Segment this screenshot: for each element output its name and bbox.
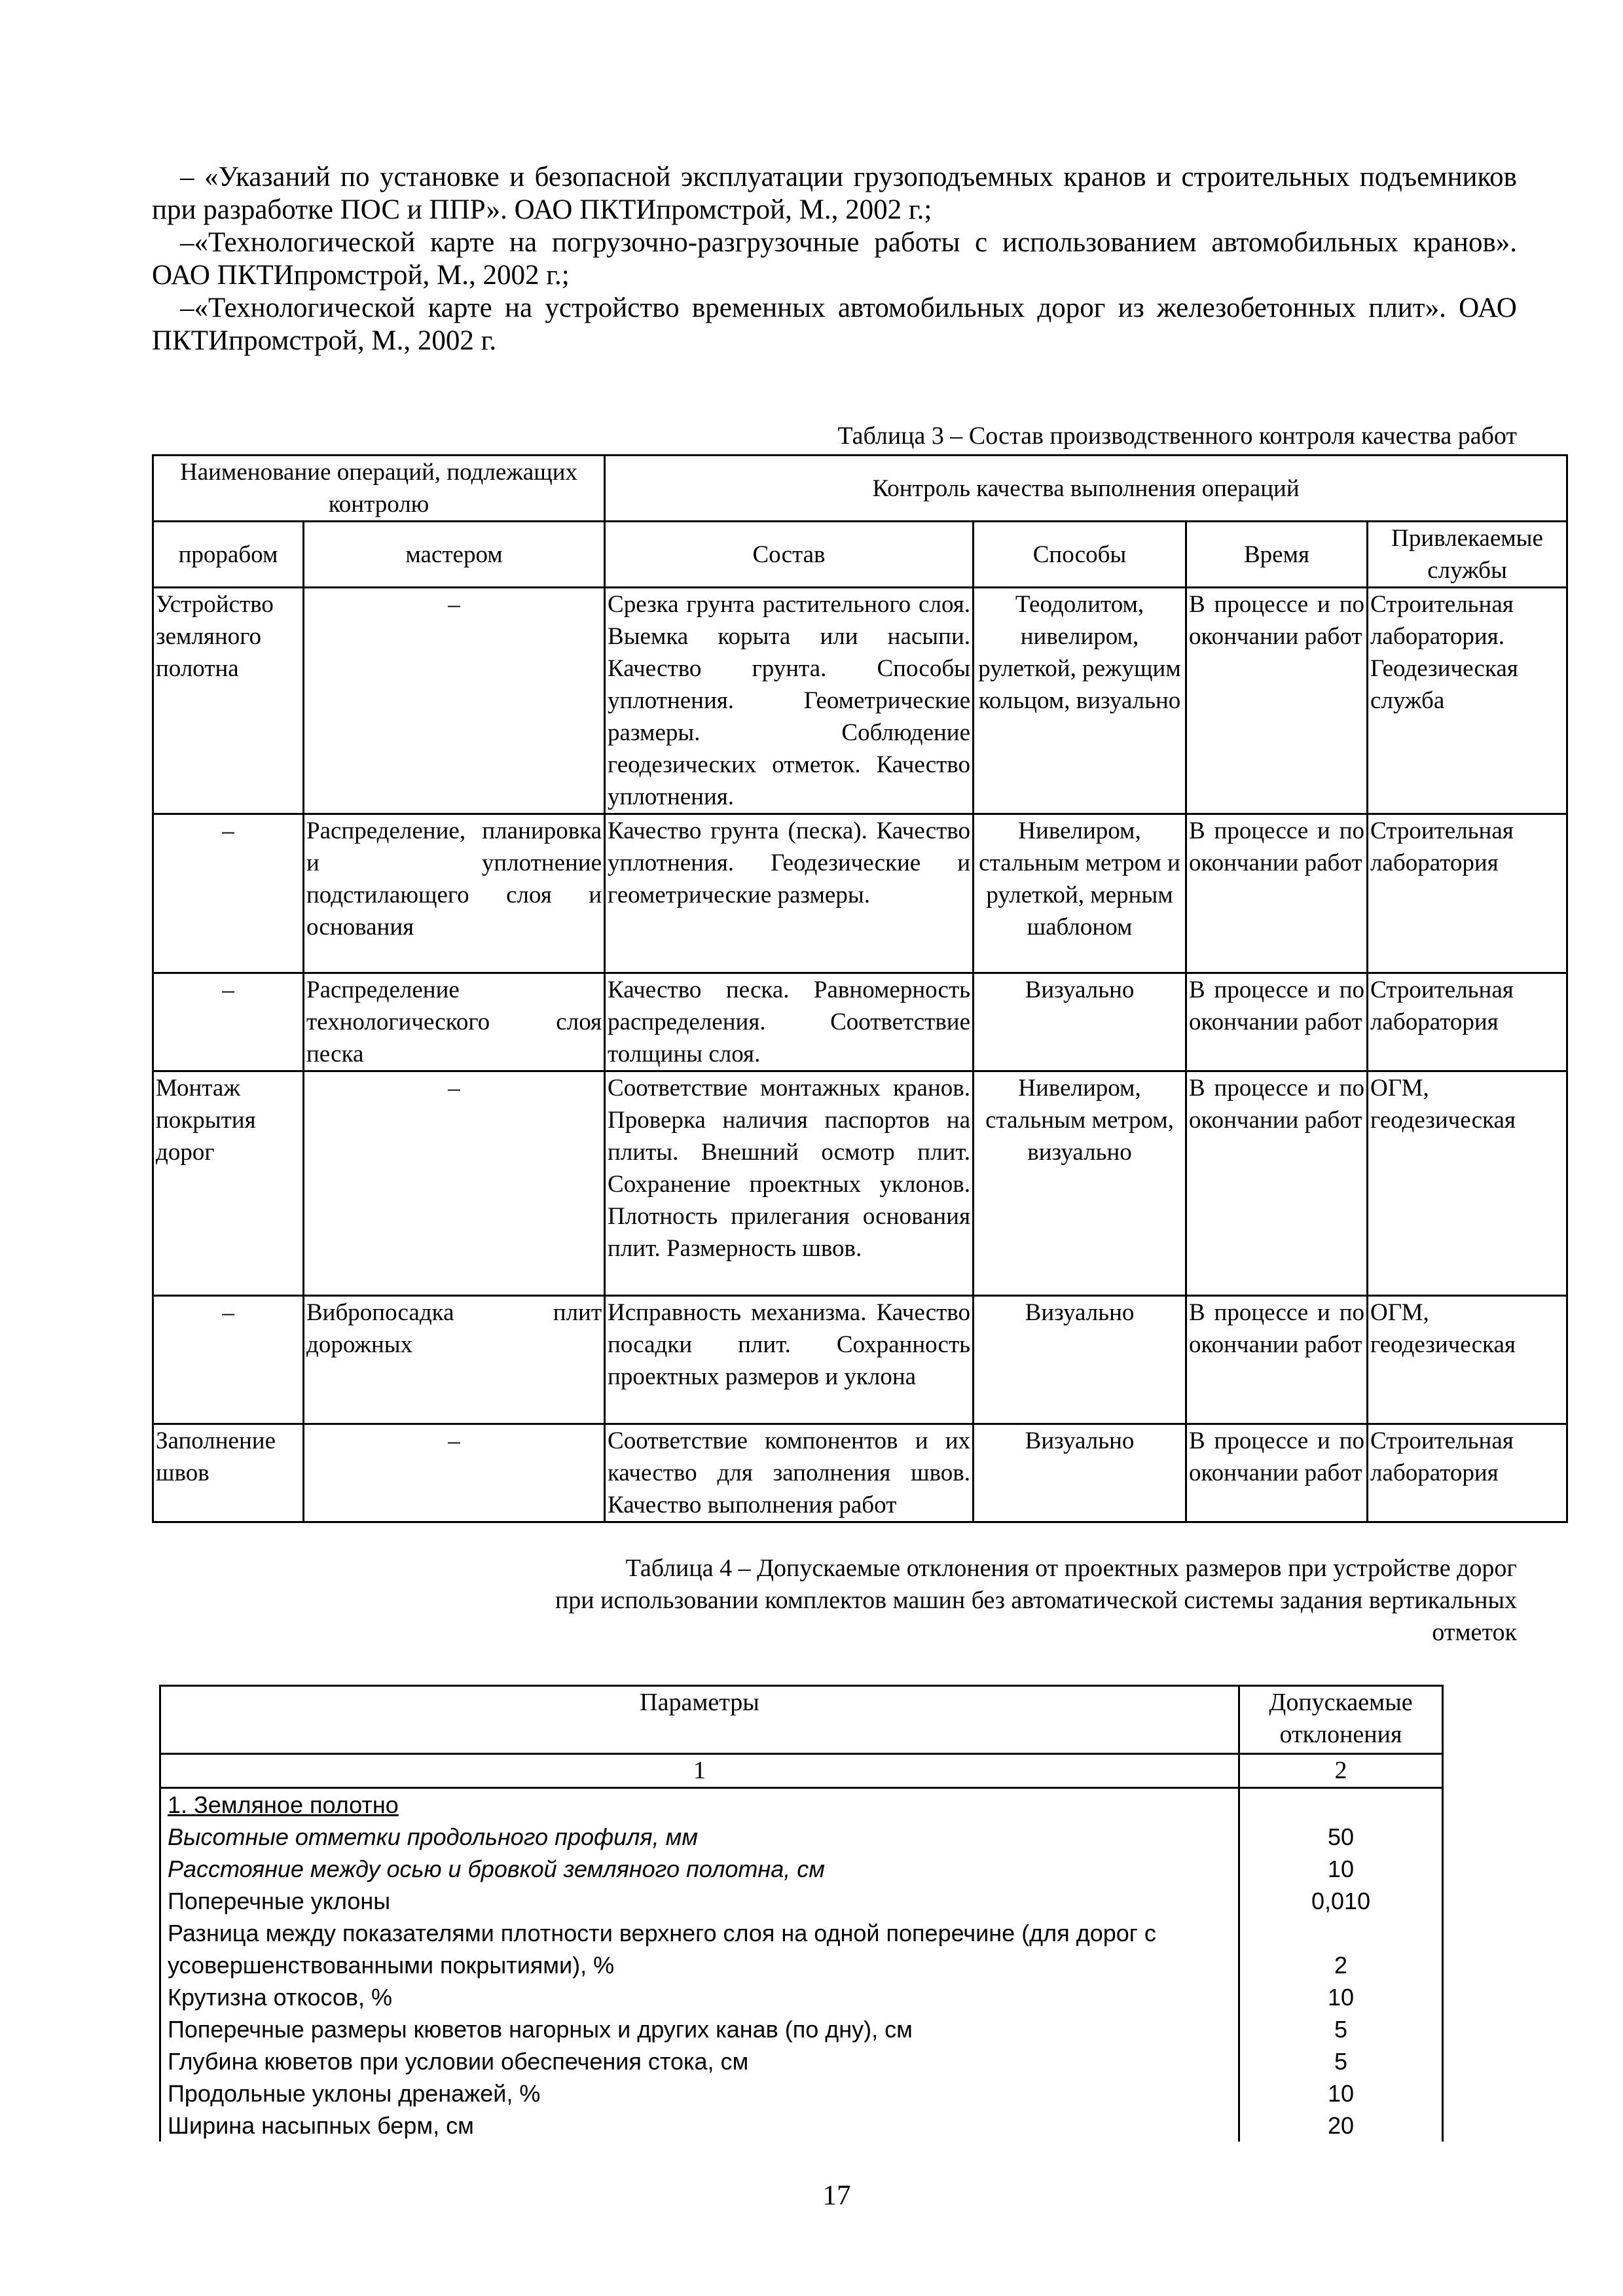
table3-cell: Нивелиром, стальным метром и рулеткой, мерным шаблоном	[974, 814, 1186, 973]
table3-cell: В процессе и по окончании работ	[1186, 973, 1368, 1071]
table-row	[160, 1821, 1443, 1853]
table-row	[160, 1885, 1443, 1917]
table4-parameter: Ширина насыпных берм, см	[160, 2109, 1239, 2142]
table4-value: 5	[1239, 2045, 1443, 2077]
table3-cell: Качество грунта (песка). Качество уплотнения. Геодезические и геометрические размеры.	[605, 814, 974, 973]
table4-column-number: 1	[160, 1754, 1239, 1788]
table3-cell: ОГМ, геодезическая	[1368, 1071, 1567, 1296]
page-number: 17	[822, 2180, 851, 2211]
table-row	[160, 1917, 1443, 1981]
table3-cell: Распределение технологического слоя песка	[304, 973, 605, 1071]
reference-item-1: – «Указаний по установке и безопасной эксплуатации грузоподъемных кранов и строительных подъемников при разработке ПОС и ППР». ОАО ПКТИпромстрой, М., 2002 г.;	[152, 162, 1517, 225]
table-row	[160, 1788, 1443, 1821]
table3-cell: Визуально	[974, 1424, 1186, 1522]
table3-group-header-operations: Наименование операций, подлежащих контролю	[153, 456, 605, 522]
table3-quality-control	[152, 454, 1568, 1523]
table-row	[160, 2077, 1443, 2109]
table3-cell: Строительная лаборатория	[1368, 973, 1567, 1071]
table3-cell: Соответствие монтажных кранов. Проверка наличия паспортов на плиты. Внешний осмотр плит. Сохранение проектных уклонов. Плотность прилегания основания плит. Размерность швов.	[605, 1071, 974, 1296]
table3-column-header: Привлекаемые службы	[1368, 522, 1567, 588]
table4-value: 50	[1239, 1821, 1443, 1853]
table-row	[153, 1071, 1567, 1296]
table3-cell: Монтаж покрытия дорог	[153, 1071, 304, 1296]
table4-parameter: Разница между показателями плотности верхнего слоя на одной поперечине (для дорог с усовершенствованными покрытиями), %	[160, 1917, 1239, 1981]
table3-cell: Устройство земляного полотна	[153, 588, 304, 814]
table3-cell: –	[304, 1071, 605, 1296]
table4-value: 0,010	[1239, 1885, 1443, 1917]
table3-group-header-control: Контроль качества выполнения операций	[605, 456, 1567, 522]
table4-allowed-deviations	[159, 1685, 1444, 2142]
table3-cell: Заполнение швов	[153, 1424, 304, 1522]
reference-item-2: –«Технологической карте на погрузочно-разгрузочные работы с использованием автомобильных кранов». ОАО ПКТИпромстрой, М., 2002 г.;	[152, 227, 1517, 291]
table3-cell: ОГМ, геодезическая	[1368, 1296, 1567, 1424]
table3-cell: Строительная лаборатория	[1368, 814, 1567, 973]
table4-header-deviations: Допускаемые отклонения	[1239, 1686, 1443, 1754]
table4-value: 5	[1239, 2013, 1443, 2045]
table3-column-header: мастером	[304, 522, 605, 588]
table4-header-parameters: Параметры	[160, 1686, 1239, 1754]
table3-column-header: Состав	[605, 522, 974, 588]
table3-cell: –	[153, 973, 304, 1071]
table4-parameter: 1. Земляное полотно	[160, 1788, 1239, 1821]
table4-value: 10	[1239, 1853, 1443, 1885]
table-row	[160, 2045, 1443, 2077]
table-row	[153, 1296, 1567, 1424]
table-row	[160, 2013, 1443, 2045]
table3-cell: Строительная лаборатория. Геодезическая служба	[1368, 588, 1567, 814]
table3-cell: Соответствие компонентов и их качество для заполнения швов. Качество выполнения работ	[605, 1424, 974, 1522]
table3-column-header: прорабом	[153, 522, 304, 588]
table3-cell: Срезка грунта растительного слоя. Выемка корыта или насыпи. Качество грунта. Способы уплотнения. Геометрические размеры. Соблюдение геодезических отметок. Качество уплотнения.	[605, 588, 974, 814]
table-row	[153, 814, 1567, 973]
table3-cell: Визуально	[974, 973, 1186, 1071]
table4-caption-line-3: отметок	[1432, 1619, 1517, 1646]
table3-cell: –	[153, 1296, 304, 1424]
table4-parameter: Расстояние между осью и бровкой земляного полотна, см	[160, 1853, 1239, 1885]
table4-parameter: Крутизна откосов, %	[160, 1981, 1239, 2013]
table3-cell: Визуально	[974, 1296, 1186, 1424]
table4-parameter: Высотные отметки продольного профиля, мм	[160, 1821, 1239, 1853]
table4-column-number: 2	[1239, 1754, 1443, 1788]
table3-cell: –	[304, 1424, 605, 1522]
table-row	[153, 1424, 1567, 1522]
table3-cell: В процессе и по окончании работ	[1186, 1424, 1368, 1522]
table4-caption-line-1: Таблица 4 – Допускаемые отклонения от проектных размеров при устройстве дорог	[625, 1554, 1517, 1582]
table4-value: 2	[1239, 1917, 1443, 1981]
table4-parameter: Поперечные уклоны	[160, 1885, 1239, 1917]
table4-parameter: Поперечные размеры кюветов нагорных и других канав (по дну), см	[160, 2013, 1239, 2045]
table-row	[160, 1981, 1443, 2013]
table3-cell: Вибропосадка плит дорожных	[304, 1296, 605, 1424]
table4-parameter: Глубина кюветов при условии обеспечения стока, см	[160, 2045, 1239, 2077]
table4-value: 10	[1239, 1981, 1443, 2013]
table3-cell: В процессе и по окончании работ	[1186, 1071, 1368, 1296]
table3-cell: В процессе и по окончании работ	[1186, 588, 1368, 814]
table3-column-header: Способы	[974, 522, 1186, 588]
table3-cell: Распределение, планировка и уплотнение подстилающего слоя и основания	[304, 814, 605, 973]
table3-cell: В процессе и по окончании работ	[1186, 1296, 1368, 1424]
table-row	[160, 2109, 1443, 2142]
table4-value	[1239, 1788, 1443, 1821]
table4-value: 20	[1239, 2109, 1443, 2142]
table-row	[153, 973, 1567, 1071]
table3-caption: Таблица 3 – Состав производственного контроля качества работ	[837, 422, 1517, 450]
table3-cell: –	[153, 814, 304, 973]
table-row	[160, 1853, 1443, 1885]
table4-parameter: Продольные уклоны дренажей, %	[160, 2077, 1239, 2109]
table3-cell: Качество песка. Равномерность распределения. Соответствие толщины слоя.	[605, 973, 974, 1071]
reference-item-3: –«Технологической карте на устройство временных автомобильных дорог из железобетонных плит». ОАО ПКТИпромстрой, М., 2002 г.	[152, 293, 1517, 356]
table4-value: 10	[1239, 2077, 1443, 2109]
table3-cell: Теодолитом, нивелиром, рулеткой, режущим кольцом, визуально	[974, 588, 1186, 814]
table-row	[153, 588, 1567, 814]
table3-cell: Строительная лаборатория	[1368, 1424, 1567, 1522]
table3-cell: –	[304, 588, 605, 814]
table3-column-header: Время	[1186, 522, 1368, 588]
table3-cell: Нивелиром, стальным метром, визуально	[974, 1071, 1186, 1296]
table4-caption-line-2: при использовании комплектов машин без автоматической системы задания вертикальных	[555, 1587, 1517, 1614]
table3-cell: Исправность механизма. Качество посадки плит. Сохранность проектных размеров и уклона	[605, 1296, 974, 1424]
table3-cell: В процессе и по окончании работ	[1186, 814, 1368, 973]
